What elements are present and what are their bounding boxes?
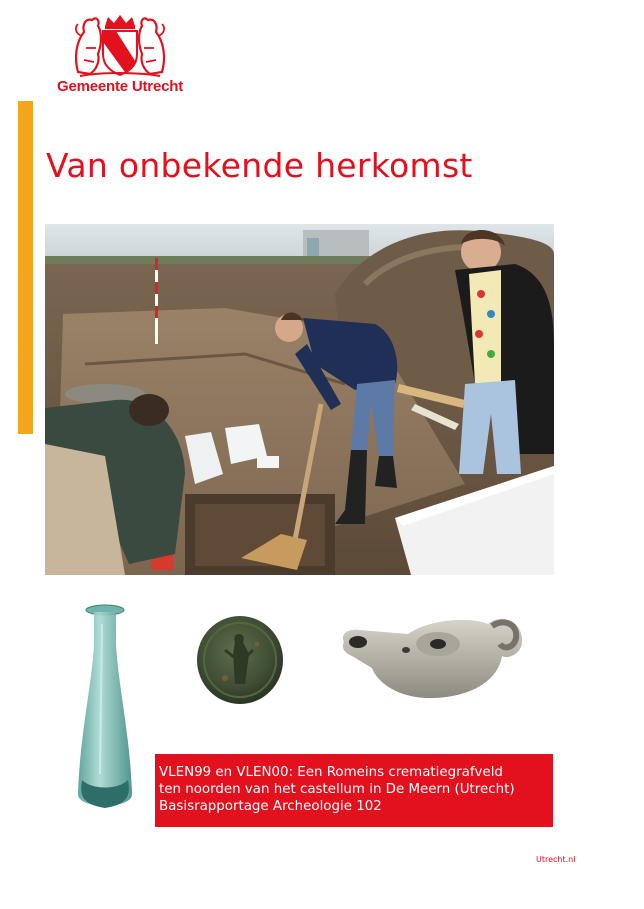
caption-line-2: ten noorden van het castellum in De Meern (Utrecht) — [159, 782, 515, 797]
gemeente-utrecht-logo — [50, 14, 190, 98]
glass-bottle-icon — [72, 604, 138, 818]
caption-line-3: Basisrapportage Archeologie 102 — [159, 799, 382, 814]
roman-coin — [195, 614, 285, 706]
glass-bottle — [72, 604, 138, 818]
oil-lamp-icon — [338, 612, 524, 708]
excavation-photo-icon — [45, 224, 554, 575]
utrecht-coat-of-arms-icon — [72, 14, 168, 80]
utrecht-website-link[interactable]: Utrecht.nl — [536, 855, 576, 864]
page-title: Van onbekende herkomst — [46, 146, 473, 185]
logo-text: Gemeente Utrecht — [56, 78, 183, 95]
report-caption — [155, 754, 553, 827]
oil-lamp — [338, 612, 524, 708]
accent-bar — [18, 101, 33, 434]
roman-coin-icon — [195, 614, 285, 706]
caption-line-1: VLEN99 en VLEN00: Een Romeins crematiegrafveld — [159, 765, 503, 780]
excavation-photo — [45, 224, 554, 575]
